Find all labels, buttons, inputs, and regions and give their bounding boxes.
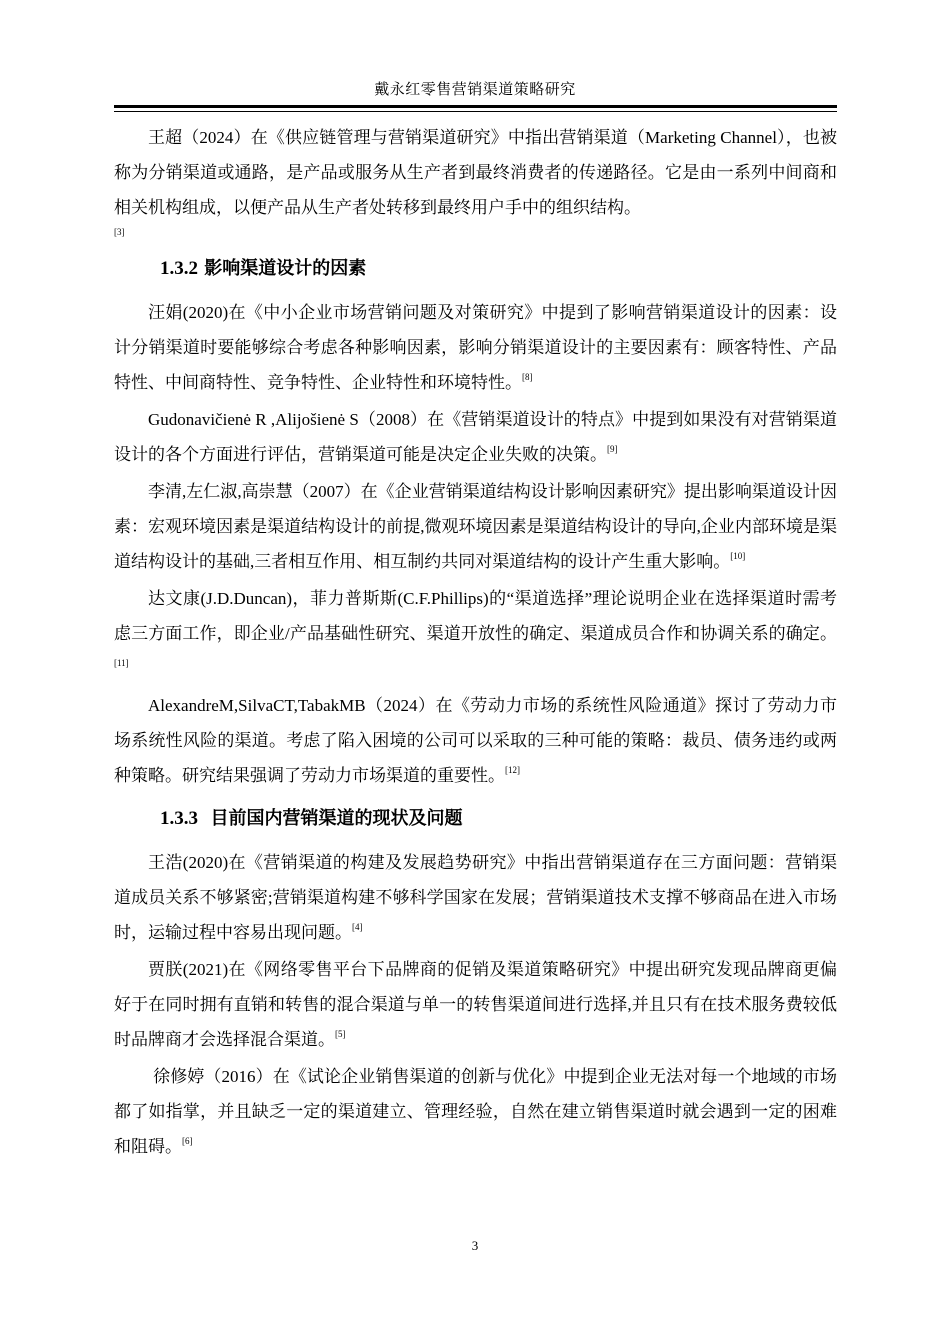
paragraph-text: 王超（2024）在《供应链管理与营销渠道研究》中指出营销渠道（Marketing Channel），也被称为分销渠道或通路，是产品或服务从生产者到最终消费者的传递路径。它是由一系列中间商和相关机构组成，以便产品从生产者处转移到最终用户手中的组织结构。 (114, 128, 837, 217)
paragraph (114, 952, 837, 1057)
paragraph (114, 402, 837, 472)
citation-ref: [10] (730, 551, 746, 561)
paragraph-text: 王浩(2020)在《营销渠道的构建及发展趋势研究》中指出营销渠道存在三方面问题：营销渠道成员关系不够紧密;营销渠道构建不够科学国家在发展；营销渠道技术支撑不够商品在进入市场时，运输过程中容易出现问题。 (114, 853, 837, 942)
section-heading-1-3-2 (160, 251, 837, 287)
citation-ref: [9] (607, 444, 618, 454)
section-number: 1.3.3 (160, 808, 198, 829)
citation-ref: [5] (335, 1029, 346, 1039)
running-header: 戴永红零售营销渠道策略研究 (374, 82, 576, 98)
citation-ref: [6] (182, 1136, 193, 1146)
section-heading-1-3-3 (160, 801, 837, 837)
paragraph (114, 474, 837, 579)
section-title: 影响渠道设计的因素 (204, 258, 367, 279)
paragraph (114, 295, 837, 400)
citation-ref: [12] (505, 765, 520, 775)
header-rule-thick (114, 105, 837, 108)
paragraph (114, 1059, 837, 1164)
header-rule-thin (114, 111, 837, 112)
paragraph (114, 845, 837, 950)
section-number: 1.3.2 (160, 258, 198, 279)
paragraph-text: 李清,左仁淑,高崇慧（2007）在《企业营销渠道结构设计影响因素研究》提出影响渠道设计因素：宏观环境因素是渠道结构设计的前提,微观环境因素是渠道结构设计的导向,企业内部环境是渠道结构设计的基础,三者相互作用、相互制约共同对渠道结构的设计产生重大影响。 (114, 482, 837, 571)
paragraph-text: Gudonavičienė R ,Alijošienė S（2008）在《营销渠道设计的特点》中提到如果没有对营销渠道设计的各个方面进行评估，营销渠道可能是决定企业失败的决策。 (114, 410, 837, 464)
paragraph (114, 688, 837, 793)
paragraph (114, 581, 837, 686)
page-number: 3 (471, 1238, 479, 1253)
paragraph-text: AlexandreM,SilvaCT,TabakMB（2024）在《劳动力市场的系统性风险通道》探讨了劳动力市场系统性风险的渠道。考虑了陷入困境的公司可以采取的三种可能的策略：裁员、债务违约或两种策略。研究结果强调了劳动力市场渠道的重要性。 (114, 696, 837, 785)
citation-ref: [3] (114, 227, 125, 237)
citation-ref: [8] (522, 372, 533, 382)
citation-ref: [4] (352, 922, 363, 932)
citation-ref: [11] (114, 658, 129, 668)
page-body (114, 120, 837, 1166)
paragraph-text: 达文康(J.D.Duncan)，菲力普斯斯(C.F.Phillips)的“渠道选择”理论说明企业在选择渠道时需考虑三方面工作，即企业/产品基础性研究、渠道开放性的确定、渠道成员合作和协调关系的确定。 (114, 589, 837, 643)
section-title: 目前国内营销渠道的现状及问题 (210, 808, 463, 829)
paragraph-text: 贾朕(2021)在《网络零售平台下品牌商的促销及渠道策略研究》中提出研究发现品牌商更偏好于在同时拥有直销和转售的混合渠道与单一的转售渠道间进行选择,并且只有在技术服务费较低时品牌商才会选择混合渠道。 (114, 960, 837, 1049)
paragraph-text: 汪娟(2020)在《中小企业市场营销问题及对策研究》中提到了影响营销渠道设计的因素：设计分销渠道时要能够综合考虑各种影响因素，影响分销渠道设计的主要因素有：顾客特性、产品特性、中间商特性、竞争特性、企业特性和环境特性。 (114, 303, 837, 392)
paragraph (114, 120, 837, 225)
paragraph-text: 徐修婷（2016）在《试论企业销售渠道的创新与优化》中提到企业无法对每一个地域的市场都了如指掌，并且缺乏一定的渠道建立、管理经验，自然在建立销售渠道时就会遇到一定的困难和阻碍。 (114, 1067, 837, 1156)
